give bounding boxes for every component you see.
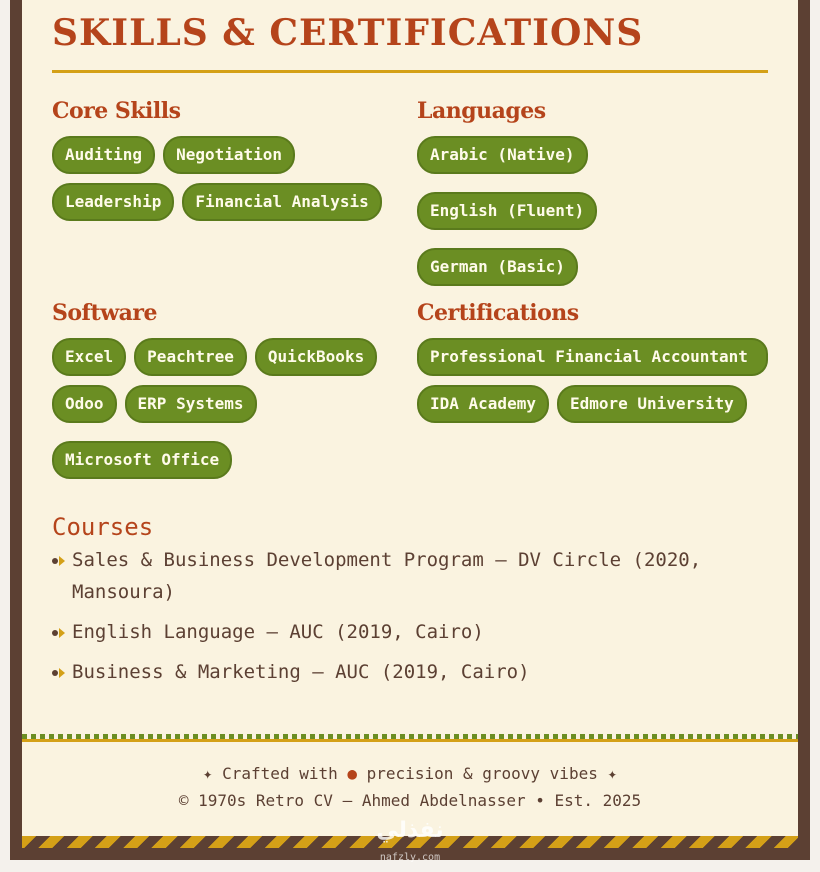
course-text: Sales & Business Development Program — DV Circle (2020, Mansoura): [72, 549, 702, 603]
language-tag: Arabic (Native): [417, 136, 588, 174]
certifications-heading: Certifications: [417, 300, 579, 326]
software-tag: QuickBooks: [255, 338, 377, 376]
courses-section: [52, 512, 768, 696]
software-heading: Software: [52, 300, 157, 326]
skill-tag: Financial Analysis: [182, 183, 381, 221]
bullet-dot-icon: [52, 630, 58, 636]
certifications-group: [417, 299, 769, 423]
bullet-dot-icon: [52, 558, 58, 564]
software-group: [52, 299, 404, 479]
bullet-arrow-icon: [59, 556, 65, 566]
certifications-tags: [417, 338, 769, 423]
courses-list: [52, 544, 768, 688]
languages-tags: [417, 136, 769, 286]
skill-tag: Auditing: [52, 136, 155, 174]
languages-heading: Languages: [417, 98, 546, 124]
skill-tag: Leadership: [52, 183, 174, 221]
bullet-arrow-icon: [59, 668, 65, 678]
core-skills-heading: Core Skills: [52, 98, 181, 124]
title-divider: [52, 70, 768, 73]
certification-tag: IDA Academy: [417, 385, 549, 423]
course-text: English Language — AUC (2019, Cairo): [72, 621, 484, 643]
footer-copyright: © 1970s Retro CV — Ahmed Abdelnasser • Est. 2025: [178, 791, 642, 810]
section-title: SKILLS & CERTIFICATIONS: [52, 12, 644, 54]
footer-tagline-suffix: precision & groovy vibes ✦: [357, 764, 618, 783]
watermark-logo: نفذلي: [376, 818, 444, 843]
software-tag: Peachtree: [134, 338, 247, 376]
course-item: [52, 544, 768, 608]
footer-tagline: [22, 764, 798, 783]
course-item: [52, 656, 768, 688]
software-tags: [52, 338, 404, 479]
watermark-url: nafzly.com: [379, 852, 441, 863]
footer-tagline-prefix: ✦ Crafted with: [202, 764, 348, 783]
core-skills-tags: [52, 136, 404, 221]
software-tag: Microsoft Office: [52, 441, 232, 479]
skill-tag: Negotiation: [163, 136, 295, 174]
certification-tag: Edmore University: [557, 385, 747, 423]
language-tag: English (Fluent): [417, 192, 597, 230]
course-text: Business & Marketing — AUC (2019, Cairo): [72, 661, 530, 683]
footer-divider: [22, 734, 798, 742]
bullet-dot-icon: [52, 670, 58, 676]
course-item: [52, 616, 768, 648]
software-tag: ERP Systems: [125, 385, 257, 423]
languages-group: [417, 97, 769, 286]
core-skills-group: [52, 97, 404, 221]
software-tag: Odoo: [52, 385, 117, 423]
courses-heading: Courses: [52, 513, 154, 541]
bullet-arrow-icon: [59, 628, 65, 638]
certification-tag: Professional Financial Accountant: [417, 338, 768, 376]
software-tag: Excel: [52, 338, 126, 376]
language-tag: German (Basic): [417, 248, 578, 286]
heart-dot-icon: ●: [347, 764, 358, 783]
